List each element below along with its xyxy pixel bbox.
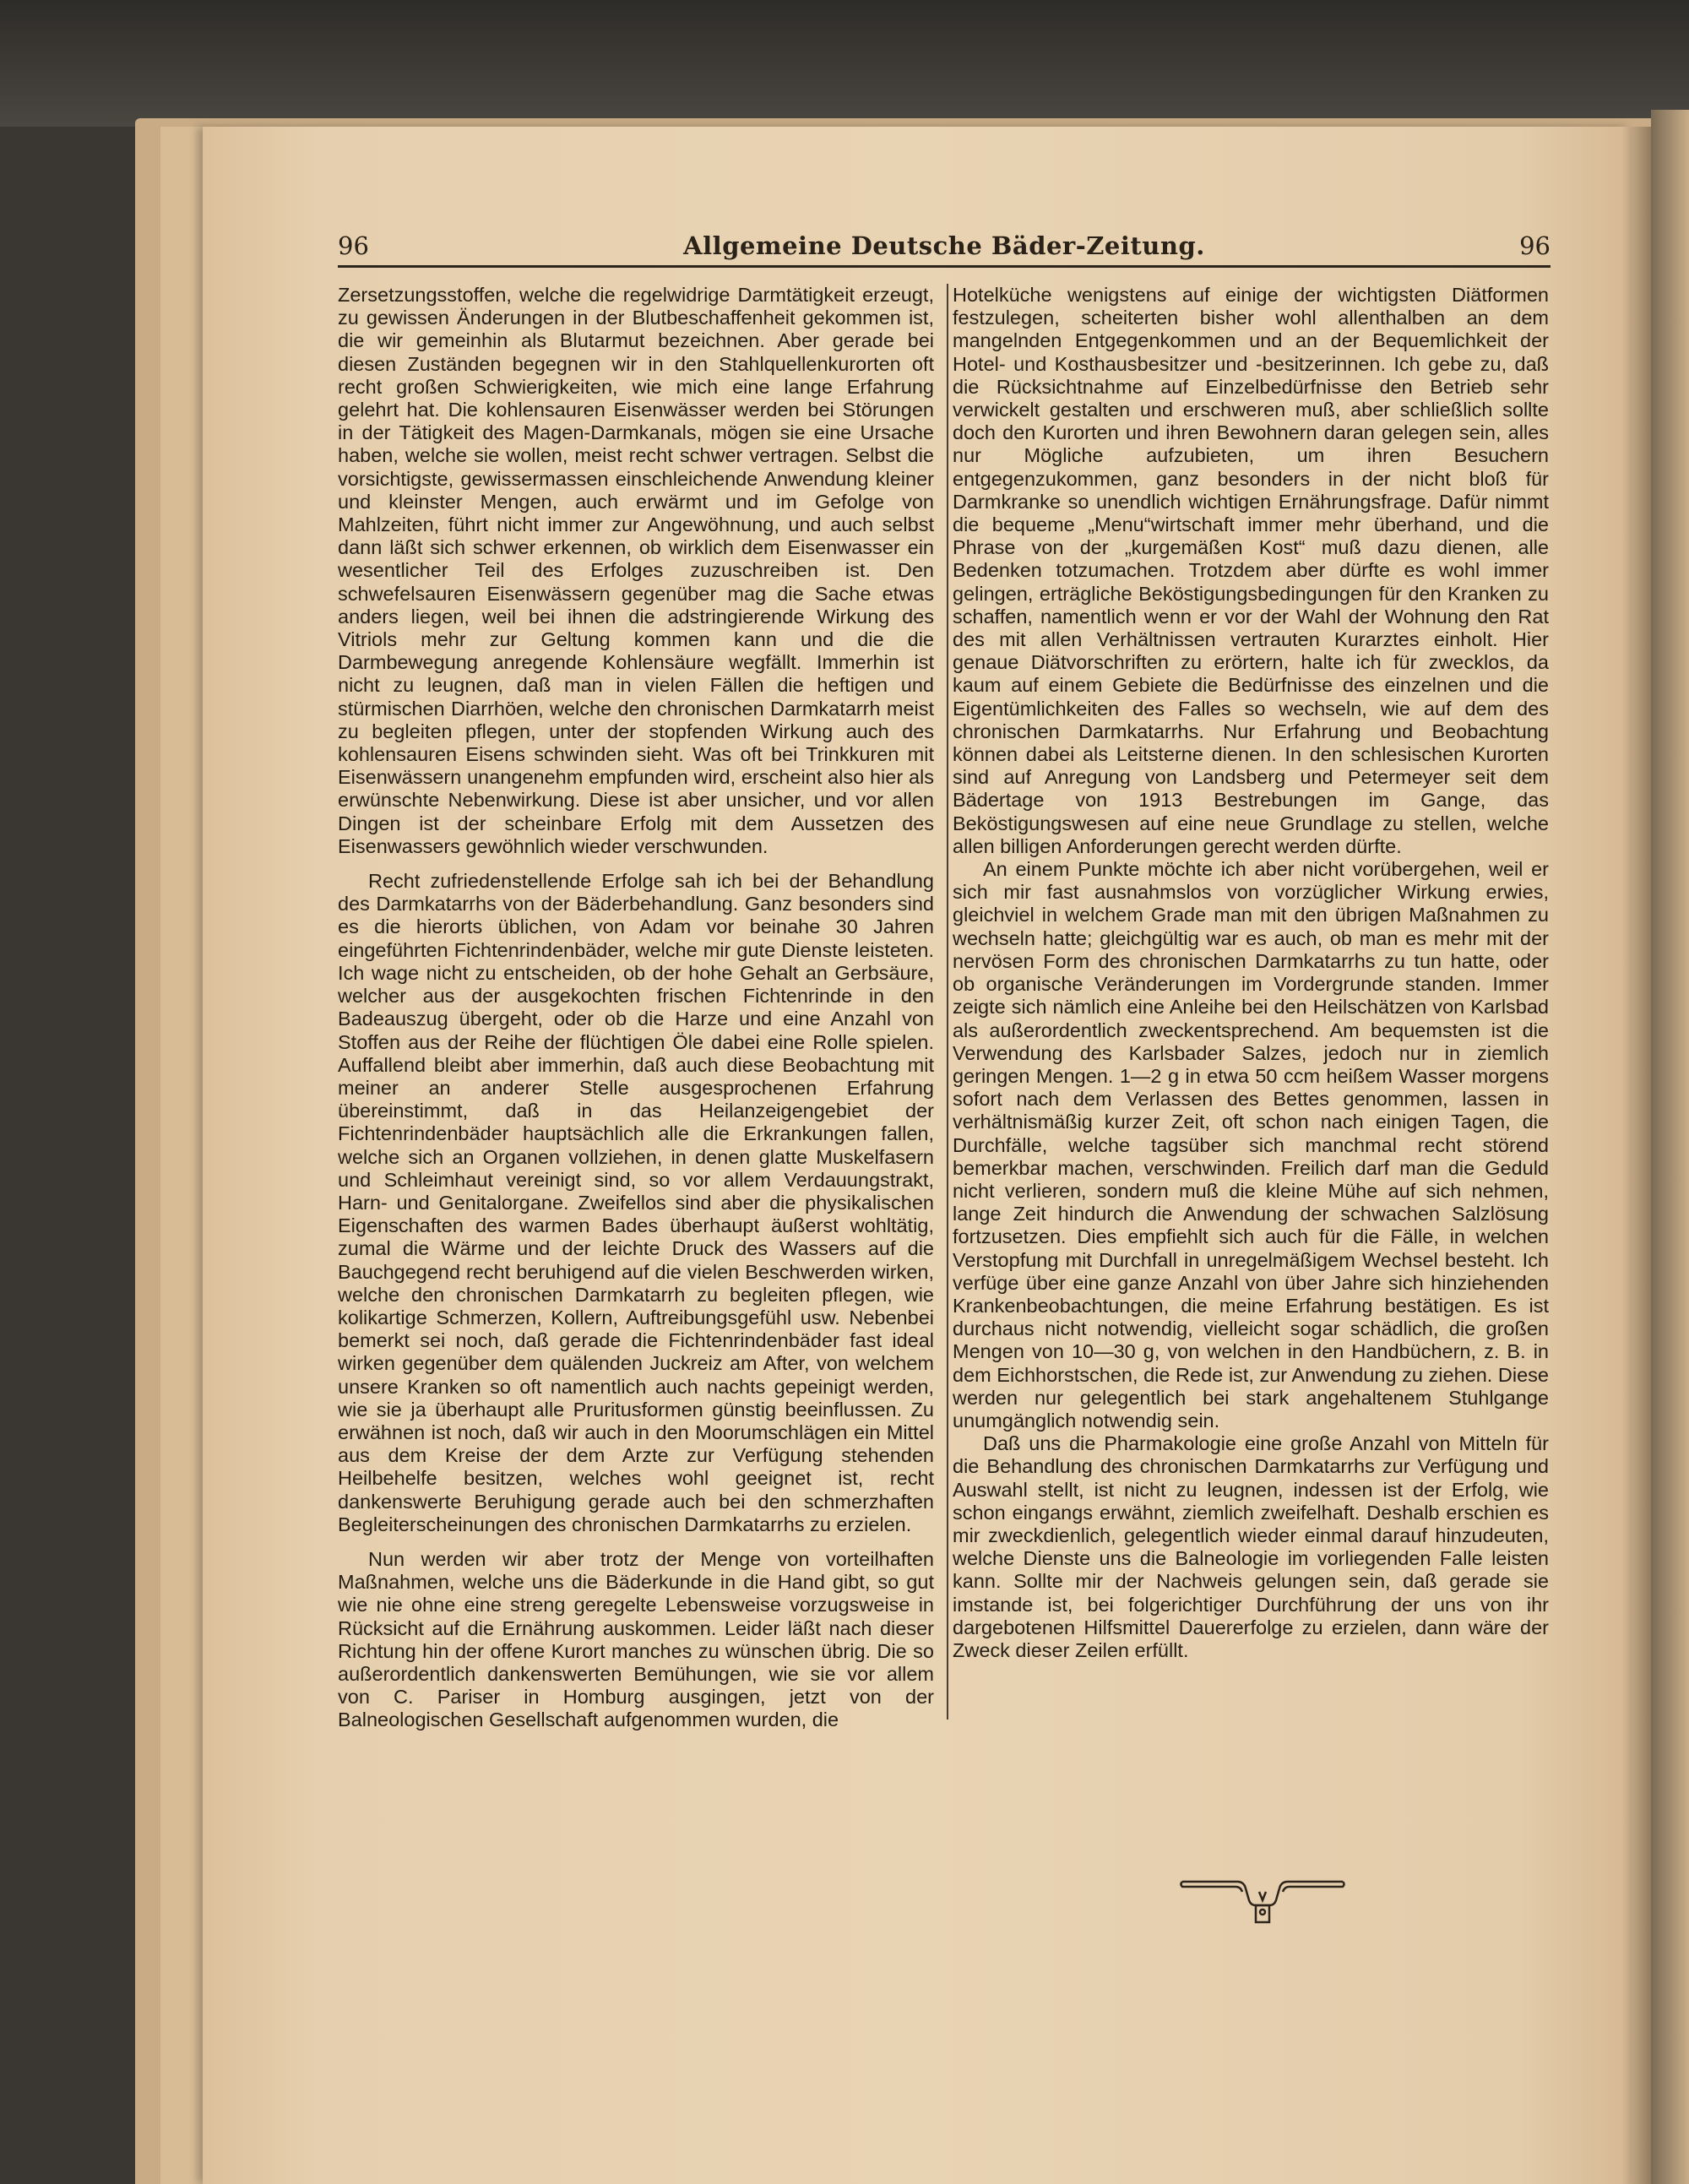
page-number-left: 96: [338, 231, 369, 260]
right-column: [953, 284, 1549, 1662]
paragraph: Nun werden wir aber trotz der Menge von vorteilhaften Maßnahmen, welche uns die Bäderkunde in die Hand gibt, so gut wie nie ohne eine streng geregelte Lebensweise vorzugsweise in Rücksicht auf die Ernährung auskommen. Leider läßt nach dieser Richtung hin der offene Kurort manches zu wünschen übrig. Die so außerordentlich dankenswerten Bemühungen, wie sie vor allem von C. Pariser in Homburg ausgingen, jetzt von der Balneologischen Gesellschaft aufgenommen wurden, die: [338, 1547, 934, 1731]
left-column: [338, 284, 934, 1732]
page-number-right: 96: [1519, 231, 1551, 260]
paragraph: Recht zufriedenstellende Erfolge sah ich bei der Behandlung des Darmkatarrhs von der Bäderbehandlung. Ganz besonders sind es die hierorts üblichen, von Adam vor beinahe 30 Jahren eingeführten Fichtenrindenbäder, welche mir gute Dienste leisteten. Ich wage nicht zu entscheiden, ob der hohe Gehalt an Gerbsäure, welcher aus der ausgekochten frischen Fichtenrinde in den Badeauszug übergeht, oder ob die Harze und eine Anzahl von Stoffen aus der Reihe der flüchtigen Öle dabei eine Rolle spielen. Auffallend bleibt aber immerhin, daß auch diese Beobachtung mit meiner an anderer Stelle ausgesprochenen Erfahrung übereinstimmt, daß in das Heilanzeigengebiet der Fichtenrindenbäder hauptsächlich alle die Erkrankungen fallen, welche sich an Organen vollziehen, in denen glatte Muskelfasern und Schleimhaut vereinigt sind, so vor allem Verdauungstrakt, Harn- und Genitalorgane. Zweifellos sind aber die physikalischen Eigenschaften des warmen Bades überhaupt äußerst wohltätig, zumal die Wärme und der leichte Druck des Wassers auf die Bauchgegend recht beruhigend auf die vielen Beschwerden wirken, welche den chronischen Darmkatarrh zu begleiten pflegen, wie kolikartige Schmerzen, Kollern, Auftreibungsgefühl usw. Nebenbei bemerkt sei noch, daß gerade die Fichtenrindenbäder fast ideal wirken gegenüber dem quälenden Juckreiz am After, von welchem unsere Kranken so oft namentlich auch nachts gepeinigt werden, wie sie ja überhaupt alle Pruritusformen günstig beeinflussen. Zu erwähnen ist noch, daß wir auch in den Moorumschlägen ein Mittel aus dem Kreise der dem Arzte zur Verfügung stehenden Heilbehelfe besitzen, welches wohl geeignet ist, recht dankenswerte Beruhigung gerade auch bei den schmerzhaften Begleiterscheinungen des chronischen Darmkatarrhs zu erzielen.: [338, 870, 934, 1535]
next-page-edge: [1651, 110, 1689, 2184]
column-divider: [947, 284, 948, 1719]
spine-shadow: [1621, 127, 1651, 2184]
backdrop: [0, 0, 1689, 127]
paragraph: An einem Punkte möchte ich aber nicht vorübergehen, weil er sich mir fast ausnahmslos von vorzüglicher Wirkung erwies, gleichviel in welchem Grade man mit den übrigen Maßnahmen zu wechseln hatte; gleichgültig war es auch, ob man es mehr mit der nervösen Form des chronischen Darmkatarrhs zu tun hatte, oder ob organische Veränderungen im Vordergrunde standen. Immer zeigte sich nämlich eine Anleihe bei den Heilschätzen von Karlsbad als außerordentlich zweckentsprechend. Am bequemsten ist die Verwendung des Karlsbader Salzes, jedoch nur in ziemlich geringen Mengen. 1—2 g in etwa 50 ccm heißem Wasser morgens sofort nach dem Verlassen des Bettes genommen, lassen in verhältnismäßig kurzer Zeit, oft schon nach einigen Tagen, die Durchfälle, welche tagsüber sich manchmal recht störend bemerkbar machen, verschwinden. Freilich darf man die Geduld nicht verlieren, sondern muß die kleine Mühe auf sich nehmen, lange Zeit hindurch die Anwendung der schwachen Salzlösung fortzusetzen. Dies empfiehlt sich auch für die Fälle, in welchen Verstopfung mit Durchfall in unregelmäßigem Wechsel besteht. Ich verfüge über eine ganze Anzahl von über Jahre sich hinziehenden Krankenbeobachtungen, die meine Erfahrung bestätigen. Es ist durchaus nicht notwendig, vielleicht sogar schädlich, die großen Mengen von 10—30 g, von welchen in den Handbüchern, z. B. in dem Eichhorstschen, die Rede ist, zur Anwendung zu ziehen. Diese werden nur gelegentlich bei stark angehaltenem Stuhlgange unumgänglich notwendig sein.: [953, 858, 1549, 1432]
header-rule: [338, 265, 1551, 268]
decorative-vignette-icon: [1178, 1866, 1347, 1926]
paragraph: Hotelküche wenigstens auf einige der wichtigsten Diätformen festzulegen, scheiterten bisher wohl allenthalben an dem mangelnden Entgegenkommen und an der Bequemlichkeit der Hotel- und Kosthausbesitzer und -besitzerinnen. Ich gebe zu, daß die Rücksichtnahme auf Einzelbedürfnisse den Betrieb sehr verwickelt gestalten und erschweren muß, aber schließlich sollte doch den Kurorten und ihren Bewohnern daran gelegen sein, alles nur Mögliche aufzubieten, um ihren Besuchern entgegenzukommen, ganz besonders in der nicht bloß für Darmkranke so unendlich wichtigen Ernährungsfrage. Dafür nimmt die bequeme „Menu“wirtschaft immer mehr überhand, und die Phrase von der „kurgemäßen Kost“ muß dazu dienen, alle Bedenken totzumachen. Trotzdem aber dürfte es wohl immer gelingen, erträgliche Beköstigungsbedingungen für den Kranken zu schaffen, namentlich wenn er vor der Wahl der Wohnung den Rat des mit allen Verhältnissen vertrauten Kurarztes einholt. Hier genaue Diätvorschriften zu erörtern, halte ich für zwecklos, da kaum auf einem Gebiete die Bedürfnisse des einzelnen und die Eigentümlichkeiten des Falles so wechseln, wie auf dem des chronischen Darmkatarrhs. Nur Erfahrung und Beobachtung können dabei als Leitsterne dienen. In den schlesischen Kurorten sind auf Anregung von Landsberg und Petermeyer seit dem Bädertage von 1913 Bestrebungen im Gange, das Beköstigungswesen auf eine neue Grundlage zu stellen, welche allen billigen Anforderungen gerecht werden dürfte.: [953, 284, 1549, 857]
paragraph: Zersetzungsstoffen, welche die regelwidrige Darmtätigkeit erzeugt, zu gewissen Änderungen in der Blutbeschaffenheit gekommen ist, die wir gemeinhin als Blutarmut bezeichnen. Aber gerade bei diesen Zuständen begegnen wir in den Stahlquellenkurorten oft recht großen Schwierigkeiten, wie mich eine lange Erfahrung gelehrt hat. Die kohlensauren Eisenwässer werden bei Störungen in der Tätigkeit des Magen-Darmkanals, mögen sie eine Ursache haben, welche sie wollen, meist recht schwer vertragen. Selbst die vorsichtigste, gewissermassen einschleichende Anwendung kleiner und kleinster Mengen, auch erwärmt und im Gefolge von Mahlzeiten, führt nicht immer zur Angewöhnung, und auch selbst dann läßt sich schwer erkennen, ob wirklich dem Eisenwasser ein wesentlicher Teil des Erfolges zuzuschreiben ist. Den schwefelsauren Eisenwässern gegenüber mag die Sache etwas anders liegen, weil bei ihnen die adstringierende Wirkung des Vitriols mehr zur Geltung kommen kann und die die Darmbewegung anregende Kohlensäure wegfällt. Immerhin ist nicht zu leugnen, daß man in vielen Fällen die heftigen und stürmischen Diarrhöen, welche den chronischen Darmkatarrh meist zu begleiten pflegen, unter der stopfenden Wirkung auch des kohlensauren Eisens schwinden sieht. Was oft bei Trinkkuren mit Eisenwässern unangenehm empfunden wird, erscheint also hier als erwünschte Nebenwirkung. Diese ist aber unsicher, und vor allen Dingen ist der scheinbare Erfolg mit dem Aussetzen des Eisenwassers gewöhnlich wieder verschwunden.: [338, 284, 934, 857]
paragraph: Daß uns die Pharmakologie eine große Anzahl von Mitteln für die Behandlung des chronischen Darmkatarrhs zur Verfügung und Auswahl stellt, ist nicht zu leugnen, indessen ist der Erfolg, wie schon eingangs erwähnt, ziemlich zweifelhaft. Deshalb erschien es mir zweckdienlich, gelegentlich wieder einmal darauf hinzudeuten, welche Dienste uns die Balneologie im vorliegenden Falle leisten kann. Sollte mir der Nachweis gelungen sein, daß gerade sie imstande ist, bei folgerichtiger Durchführung der uns von ihr dargebotenen Hilfsmittel Dauererfolge zu erzielen, dann wäre der Zweck dieser Zeilen erfüllt.: [953, 1432, 1549, 1661]
journal-title: Allgemeine Deutsche Bäder-Zeitung.: [683, 231, 1205, 260]
